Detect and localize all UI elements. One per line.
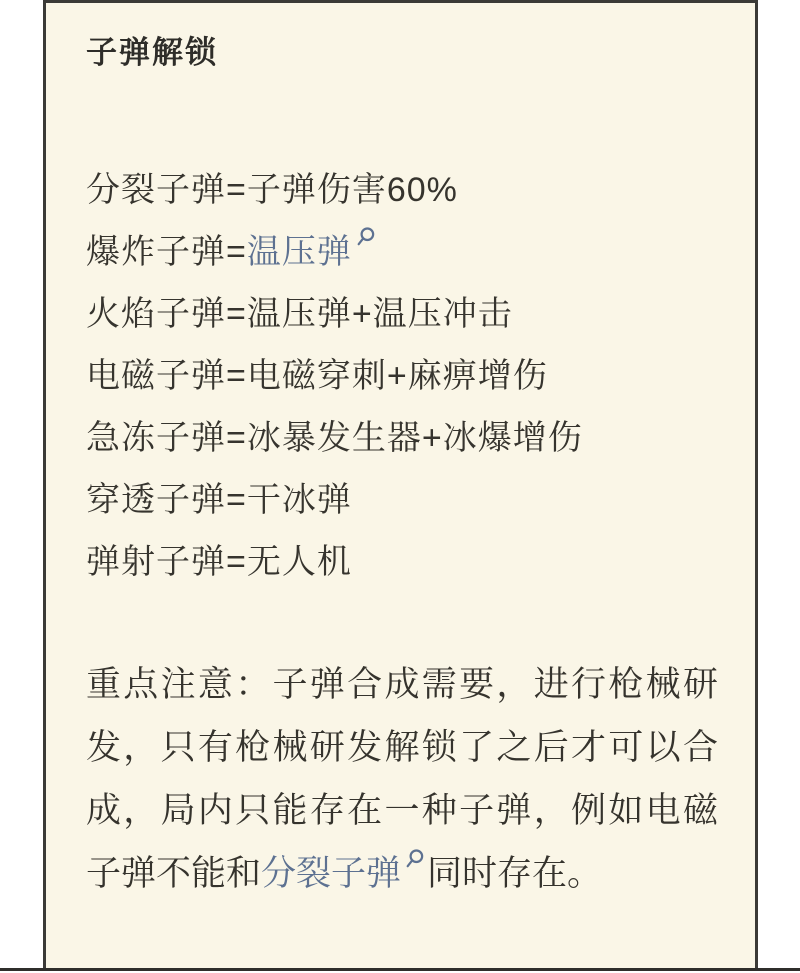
note-line: 重点注意：子弹合成需要，进行枪械研 xyxy=(86,665,718,704)
recipe-row-split xyxy=(86,155,735,217)
recipe-row-pierce xyxy=(86,465,735,527)
recipe-text: 弹射子弹=无人机 xyxy=(86,542,352,581)
recipe-text: 电磁子弹=电磁穿刺+麻痹增伤 xyxy=(86,356,548,395)
bullet-recipe-list xyxy=(86,155,735,589)
recipe-row-freeze xyxy=(86,403,735,465)
note-line: 成，局内只能存在一种子弹，例如电磁 xyxy=(86,791,718,830)
search-icon[interactable] xyxy=(404,848,426,870)
note-card xyxy=(43,0,758,968)
split-bullet-link[interactable] xyxy=(261,854,427,893)
thermobaric-link[interactable] xyxy=(247,224,378,273)
recipe-row-flame xyxy=(86,279,735,341)
page-title: 子弹解锁 xyxy=(86,35,218,70)
recipe-text: 爆炸子弹= xyxy=(86,232,247,271)
recipe-text: 急冻子弹=冰暴发生器+冰爆增伤 xyxy=(86,418,583,457)
recipe-row-explosive xyxy=(86,217,735,279)
recipe-row-ricochet xyxy=(86,527,735,589)
recipe-text: 火焰子弹=温压弹+温压冲击 xyxy=(86,294,513,333)
note-line: 发，只有枪械研发解锁了之后才可以合 xyxy=(86,728,718,767)
search-icon[interactable] xyxy=(355,226,377,248)
recipe-text: 分裂子弹=子弹伤害60% xyxy=(86,170,458,209)
recipe-row-electromagnetic xyxy=(86,341,735,403)
bottom-border-rule xyxy=(0,968,800,971)
card-content xyxy=(46,3,755,905)
recipe-text: 穿透子弹=干冰弹 xyxy=(86,480,352,519)
note-line-last xyxy=(86,842,718,905)
important-note xyxy=(86,653,718,905)
note-text: 子弹不能和 xyxy=(86,854,262,893)
note-text: 同时存在。 xyxy=(427,854,603,893)
link-label[interactable]: 温压弹 xyxy=(246,232,352,271)
link-label[interactable]: 分裂子弹 xyxy=(261,854,402,893)
